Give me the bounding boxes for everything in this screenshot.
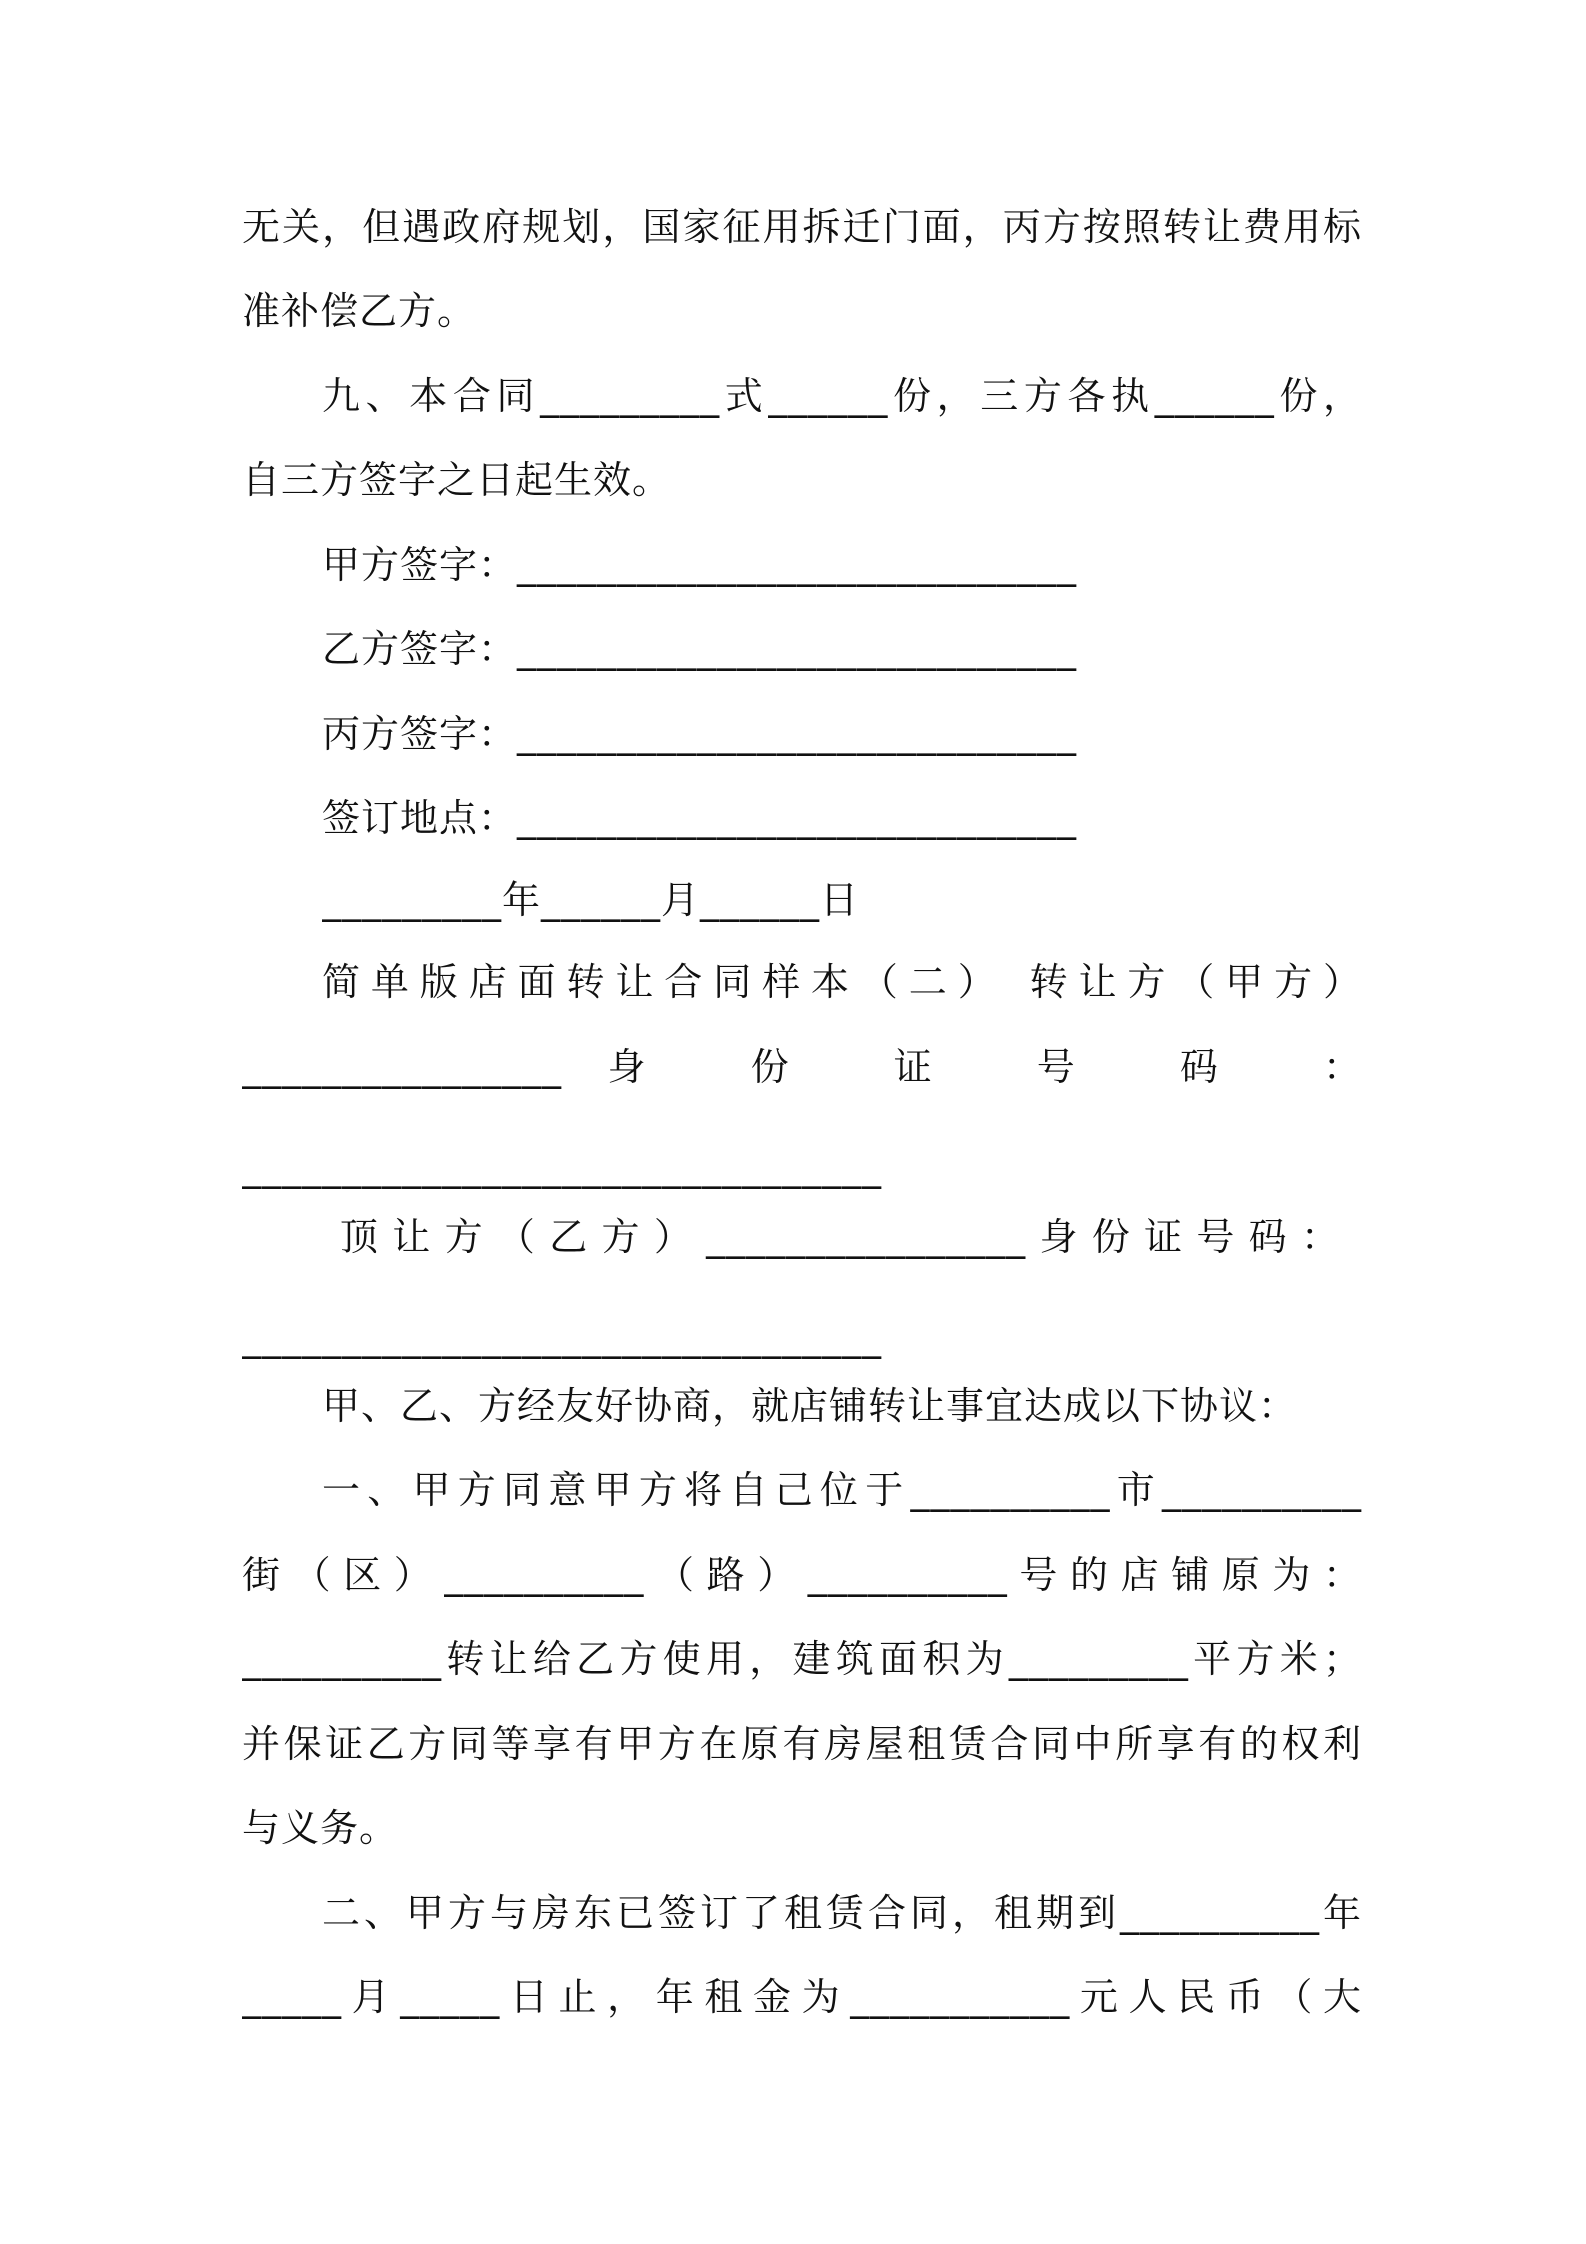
paragraph-line: _____月_____日止，年租金为___________元人民币（大 <box>242 1975 1362 2019</box>
paragraph-line: 自三方签字之日起生效。 <box>242 458 672 502</box>
clause-two-line: 二、甲方与房东已签订了租赁合同，租期到__________年 <box>322 1891 1362 1935</box>
party-a-signature-line: 甲方签字：____________________________ <box>322 543 1078 587</box>
signing-date-line: _________年______月______日 <box>322 878 860 922</box>
blank-line: ________________________________ <box>242 1145 882 1189</box>
paragraph-line: 街（区）__________（路）__________号的店铺原为： <box>242 1553 1362 1597</box>
transferor-id-line: ________________身 份 证 号 码 ： <box>242 1045 1362 1089</box>
blank-line: ________________________________ <box>242 1315 882 1359</box>
signing-place-line: 签订地点：____________________________ <box>322 796 1078 840</box>
sample-title-line: 简单版店面转让合同样本（二） 转让方（甲方） <box>322 960 1362 1004</box>
transferee-id-line: 顶让方（乙方）________________身份证号码： <box>340 1215 1340 1259</box>
paragraph-line: 无关，但遇政府规划，国家征用拆迁门面，丙方按照转让费用标 <box>242 205 1362 249</box>
paragraph-line: 与义务。 <box>242 1806 399 1850</box>
clause-nine-line: 九、本合同_________式______份，三方各执______份， <box>322 374 1362 418</box>
party-c-signature-line: 丙方签字：____________________________ <box>322 712 1078 756</box>
paragraph-line: 并保证乙方同等享有甲方在原有房屋租赁合同中所享有的权利 <box>242 1722 1362 1766</box>
party-b-signature-line: 乙方签字：____________________________ <box>322 627 1078 671</box>
clause-one-line: 一、甲方同意甲方将自己位于__________市__________ <box>322 1468 1362 1512</box>
agreement-intro-line: 甲、乙、方经友好协商，就店铺转让事宜达成以下协议： <box>322 1384 1298 1428</box>
paragraph-line: 准补偿乙方。 <box>242 289 477 333</box>
paragraph-line: __________转让给乙方使用，建筑面积为_________平方米； <box>242 1637 1362 1681</box>
